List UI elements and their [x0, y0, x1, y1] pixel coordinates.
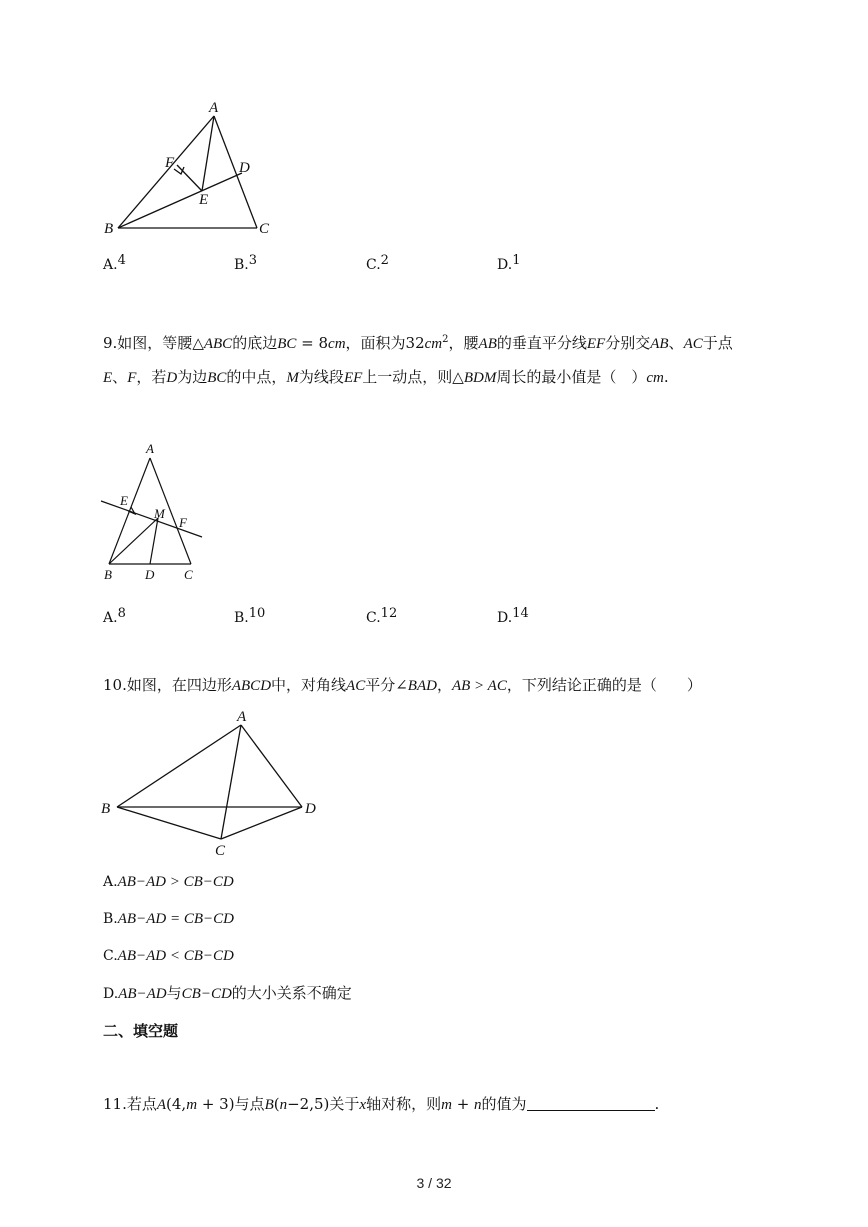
q10-stem: 10.如图，在四边形ABCD中，对角线AC平分∠BAD，AB > AC，下列结论正确的是（ ）	[103, 676, 702, 694]
page-number: 3 / 32	[416, 1175, 452, 1191]
q8-side-ab	[118, 116, 214, 228]
q10-option-b: B.AB−AD = CB−CD	[103, 911, 234, 927]
q10-side-ad	[241, 725, 302, 807]
q9-stem-line2: E、F，若D为边BC的中点，M为线段EF上一动点，则△BDM周长的最小值是（ ）cm.	[103, 368, 669, 386]
section-heading: 二、填空题	[103, 1022, 179, 1040]
q9-option-c: C.$^{12}$	[366, 606, 398, 626]
q8-label-c: C	[259, 221, 270, 237]
q9-label-a: A	[146, 441, 154, 456]
q9-option-d: D.$^{14}$	[497, 606, 529, 626]
q10-option-a: A.AB−AD > CB−CD	[103, 874, 234, 890]
q8-segment-bd	[118, 173, 242, 228]
q8-label-f: F	[165, 155, 175, 171]
q9-label-c: C	[184, 567, 193, 582]
q11-answer-blank[interactable]	[527, 1096, 655, 1111]
q10-label-b: B	[101, 801, 111, 817]
q10-option-c: C.AB−AD < CB−CD	[103, 948, 234, 964]
q9-option-a: A.$^8$	[103, 606, 126, 626]
q9-figure	[95, 438, 215, 586]
q8-label-d: D	[239, 160, 250, 176]
q8-figure	[95, 100, 285, 240]
q8-side-ac	[214, 116, 257, 228]
q9-stem-line1: 9.如图，等腰△ABC的底边BC = 8cm，面积为$32cm^2$，腰AB的垂直平分线EF分别交AB、AC于点	[103, 334, 733, 352]
q8-label-a: A	[209, 100, 219, 116]
q10-label-c: C	[215, 843, 226, 859]
q9-label-b: B	[104, 567, 112, 582]
q10-side-bc	[117, 807, 221, 839]
q8-option-a: A.$^4$	[103, 253, 126, 273]
q10-option-d: D.AB−AD与CB−CD的大小关系不确定	[103, 984, 352, 1002]
q10-diagonal-ac	[221, 725, 241, 839]
q9-label-m: M	[154, 506, 165, 521]
q10-label-d: D	[305, 801, 316, 817]
q10-side-cd	[221, 807, 302, 839]
q8-option-b: B.$^3$	[234, 253, 258, 273]
q10-side-ab	[117, 725, 241, 807]
q9-label-d: D	[145, 567, 155, 582]
q8-label-e: E	[199, 192, 209, 208]
q9-label-e: E	[120, 493, 128, 508]
q11-stem: 11.若点A(4,m + 3)与点B(n−2,5)关于x轴对称，则m + n的值为 .	[103, 1095, 660, 1113]
q8-option-c: C.$^2$	[366, 253, 389, 273]
q10-figure	[95, 703, 330, 863]
q10-label-a: A	[237, 709, 247, 725]
q8-segment-fe	[177, 165, 202, 191]
q9-label-f: F	[179, 515, 187, 530]
q8-option-d: D.$^1$	[497, 253, 521, 273]
q8-right-angle-mark	[174, 167, 184, 174]
q9-option-b: B.$^{10}$	[234, 606, 266, 626]
q8-label-b: B	[104, 221, 114, 237]
